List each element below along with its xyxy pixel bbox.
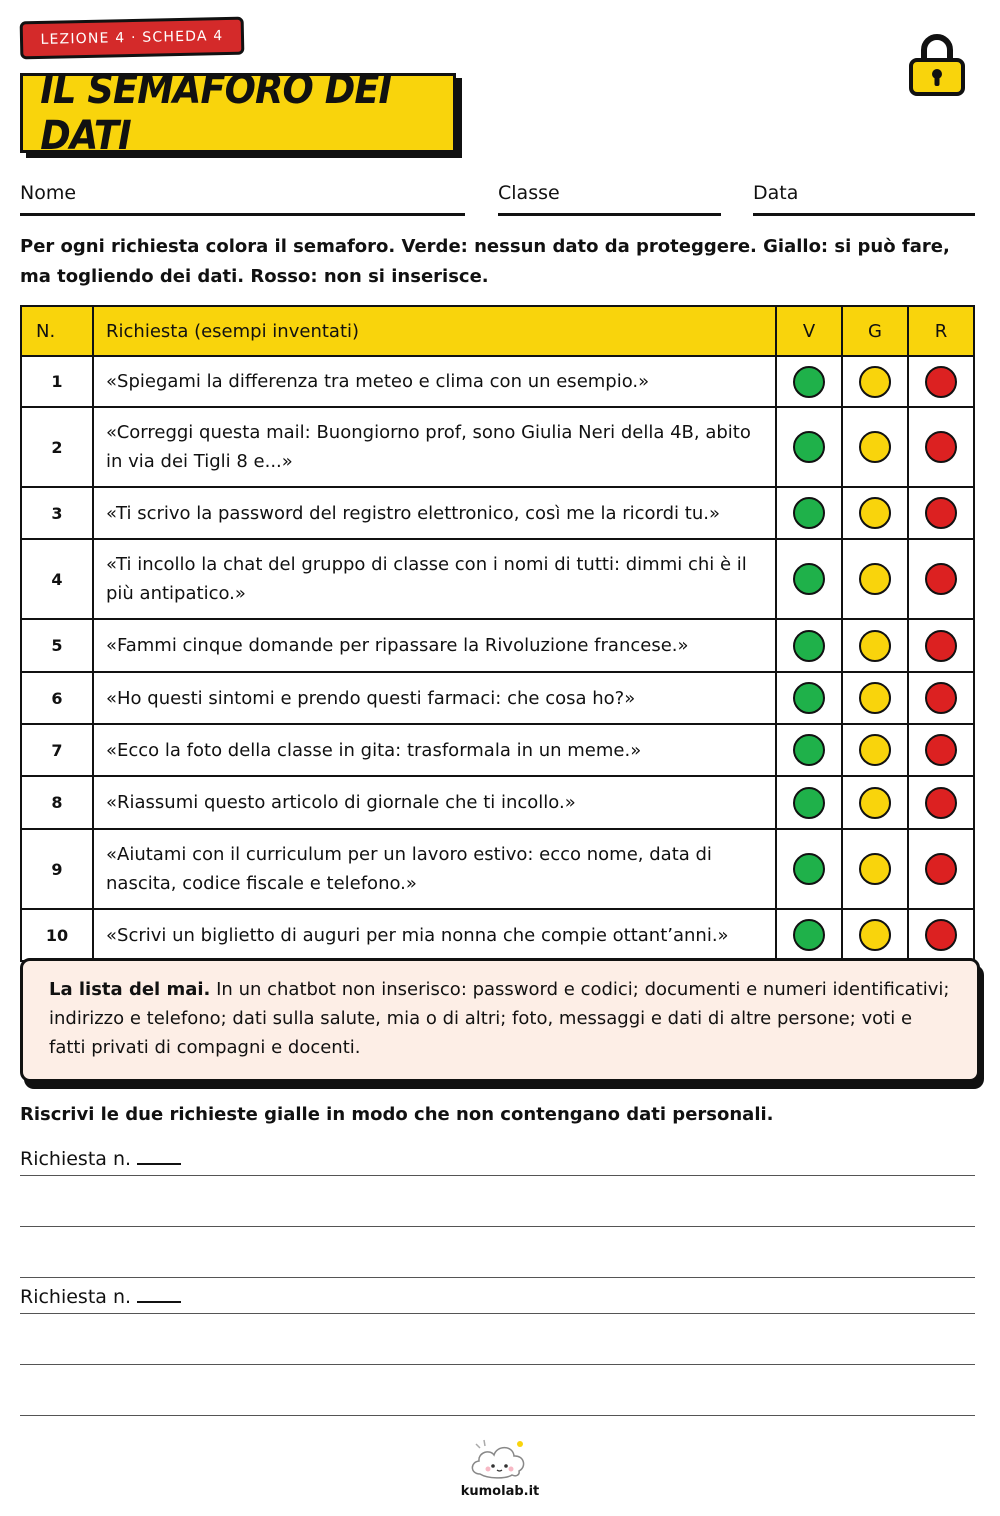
- answer-line[interactable]: [20, 1226, 975, 1227]
- light-cell-green: [776, 724, 842, 776]
- light-cell-yellow: [842, 672, 908, 724]
- answer-line[interactable]: [20, 1313, 975, 1314]
- red-light-icon[interactable]: [925, 682, 957, 714]
- yellow-light-icon[interactable]: [859, 682, 891, 714]
- green-light-icon[interactable]: [793, 853, 825, 885]
- yellow-light-icon[interactable]: [859, 853, 891, 885]
- answer-number-blank-2[interactable]: [137, 1287, 181, 1303]
- row-number: 7: [21, 724, 93, 776]
- light-cell-yellow: [842, 539, 908, 619]
- row-request-text: «Ti scrivo la password del registro elettronico, così me la ricordi tu.»: [93, 487, 776, 539]
- header-red: R: [908, 306, 974, 356]
- table-row: [21, 829, 974, 909]
- red-light-icon[interactable]: [925, 431, 957, 463]
- row-request-text: «Ti incollo la chat del gruppo di classe con i nomi di tutti: dimmi chi è il più antipatico.»: [93, 539, 776, 619]
- date-line[interactable]: [753, 213, 975, 216]
- yellow-light-icon[interactable]: [859, 734, 891, 766]
- light-cell-red: [908, 356, 974, 407]
- never-list-box: [20, 958, 980, 1082]
- light-cell-red: [908, 776, 974, 829]
- light-cell-red: [908, 619, 974, 672]
- green-light-icon[interactable]: [793, 682, 825, 714]
- light-cell-green: [776, 619, 842, 672]
- red-light-icon[interactable]: [925, 853, 957, 885]
- light-cell-yellow: [842, 829, 908, 909]
- light-cell-green: [776, 407, 842, 487]
- red-light-icon[interactable]: [925, 919, 957, 951]
- green-light-icon[interactable]: [793, 497, 825, 529]
- answer-line[interactable]: [20, 1364, 975, 1365]
- light-cell-red: [908, 407, 974, 487]
- lock-icon: [908, 30, 966, 98]
- row-number: 3: [21, 487, 93, 539]
- row-number: 9: [21, 829, 93, 909]
- answer-line[interactable]: [20, 1277, 975, 1278]
- light-cell-red: [908, 724, 974, 776]
- name-line[interactable]: [20, 213, 465, 216]
- table-row: [21, 487, 974, 539]
- yellow-light-icon[interactable]: [859, 431, 891, 463]
- red-light-icon[interactable]: [925, 497, 957, 529]
- row-number: 4: [21, 539, 93, 619]
- answer-label-2: [20, 1286, 181, 1308]
- name-label: Nome: [20, 182, 77, 204]
- header-number: N.: [21, 306, 93, 356]
- table-row: [21, 407, 974, 487]
- light-cell-yellow: [842, 724, 908, 776]
- page-title-box: [20, 67, 456, 159]
- header-green: V: [776, 306, 842, 356]
- table-row: [21, 909, 974, 961]
- answer-line[interactable]: [20, 1175, 975, 1176]
- yellow-light-icon[interactable]: [859, 919, 891, 951]
- row-request-text: «Spiegami la differenza tra meteo e clima con un esempio.»: [93, 356, 776, 407]
- rewrite-instruction: Riscrivi le due richieste gialle in modo che non contengano dati personali.: [20, 1104, 774, 1125]
- red-light-icon[interactable]: [925, 366, 957, 398]
- row-request-text: «Correggi questa mail: Buongiorno prof, sono Giulia Neri della 4B, abito in via dei Tigli 8 e...»: [93, 407, 776, 487]
- request-table: [20, 305, 975, 962]
- light-cell-red: [908, 539, 974, 619]
- page-title: IL SEMAFORO DEI DATI: [40, 67, 392, 159]
- yellow-light-icon[interactable]: [859, 630, 891, 662]
- answer-label-1-text: Richiesta n.: [20, 1148, 132, 1170]
- light-cell-yellow: [842, 407, 908, 487]
- green-light-icon[interactable]: [793, 734, 825, 766]
- row-request-text: «Scrivi un biglietto di auguri per mia nonna che compie ottant’anni.»: [93, 909, 776, 961]
- row-request-text: «Ho questi sintomi e prendo questi farmaci: che cosa ho?»: [93, 672, 776, 724]
- light-cell-yellow: [842, 776, 908, 829]
- header-request: Richiesta (esempi inventati): [93, 306, 776, 356]
- table-row: [21, 672, 974, 724]
- light-cell-red: [908, 909, 974, 961]
- table-row: [21, 776, 974, 829]
- green-light-icon[interactable]: [793, 563, 825, 595]
- instructions: Per ogni richiesta colora il semaforo. Verde: nessun dato da proteggere. Giallo: si può fare, ma togliendo dei dati. Rosso: non si inserisce.: [20, 236, 950, 287]
- yellow-light-icon[interactable]: [859, 497, 891, 529]
- yellow-light-icon[interactable]: [859, 563, 891, 595]
- date-label: Data: [753, 182, 799, 204]
- table-row: [21, 539, 974, 619]
- light-cell-yellow: [842, 356, 908, 407]
- red-light-icon[interactable]: [925, 563, 957, 595]
- row-number: 5: [21, 619, 93, 672]
- row-request-text: «Aiutami con il curriculum per un lavoro estivo: ecco nome, data di nascita, codice fiscale e telefono.»: [93, 829, 776, 909]
- light-cell-green: [776, 776, 842, 829]
- table-header-row: [21, 306, 974, 356]
- light-cell-red: [908, 829, 974, 909]
- lesson-badge: [20, 17, 245, 60]
- header-yellow: G: [842, 306, 908, 356]
- answer-label-2-text: Richiesta n.: [20, 1286, 132, 1308]
- red-light-icon[interactable]: [925, 630, 957, 662]
- row-number: 8: [21, 776, 93, 829]
- green-light-icon[interactable]: [793, 630, 825, 662]
- light-cell-green: [776, 487, 842, 539]
- green-light-icon[interactable]: [793, 787, 825, 819]
- cloud-logo-icon: [466, 1436, 532, 1482]
- light-cell-yellow: [842, 619, 908, 672]
- row-number: 10: [21, 909, 93, 961]
- light-cell-green: [776, 672, 842, 724]
- yellow-light-icon[interactable]: [859, 787, 891, 819]
- footer-site: kumolab.it: [460, 1484, 540, 1499]
- row-request-text: «Fammi cinque domande per ripassare la Rivoluzione francese.»: [93, 619, 776, 672]
- light-cell-red: [908, 487, 974, 539]
- row-number: 6: [21, 672, 93, 724]
- light-cell-green: [776, 909, 842, 961]
- row-request-text: «Ecco la foto della classe in gita: trasformala in un meme.»: [93, 724, 776, 776]
- light-cell-green: [776, 356, 842, 407]
- lesson-badge-text: LEZIONE 4 · SCHEDA 4: [40, 28, 224, 48]
- table-row: [21, 724, 974, 776]
- row-number: 2: [21, 407, 93, 487]
- light-cell-green: [776, 829, 842, 909]
- red-light-icon[interactable]: [925, 734, 957, 766]
- light-cell-red: [908, 672, 974, 724]
- class-line[interactable]: [498, 213, 721, 216]
- table-row: [21, 619, 974, 672]
- green-light-icon[interactable]: [793, 366, 825, 398]
- yellow-light-icon[interactable]: [859, 366, 891, 398]
- light-cell-yellow: [842, 487, 908, 539]
- never-list-title: La lista del mai.: [49, 979, 211, 1000]
- answer-label-1: [20, 1148, 181, 1170]
- table-row: [21, 356, 974, 407]
- answer-number-blank-1[interactable]: [137, 1149, 181, 1165]
- never-list-text: In un chatbot non inserisco: password e codici; documenti e numeri identificativi; indirizzo e telefono; dati sulla salute, mia o di altri; foto, messaggi e dati di altre persone; voti e fatti privati di compagni e docenti.: [49, 979, 950, 1058]
- row-number: 1: [21, 356, 93, 407]
- green-light-icon[interactable]: [793, 431, 825, 463]
- class-label: Classe: [498, 182, 560, 204]
- red-light-icon[interactable]: [925, 787, 957, 819]
- row-request-text: «Riassumi questo articolo di giornale che ti incollo.»: [93, 776, 776, 829]
- light-cell-green: [776, 539, 842, 619]
- green-light-icon[interactable]: [793, 919, 825, 951]
- answer-line[interactable]: [20, 1415, 975, 1416]
- light-cell-yellow: [842, 909, 908, 961]
